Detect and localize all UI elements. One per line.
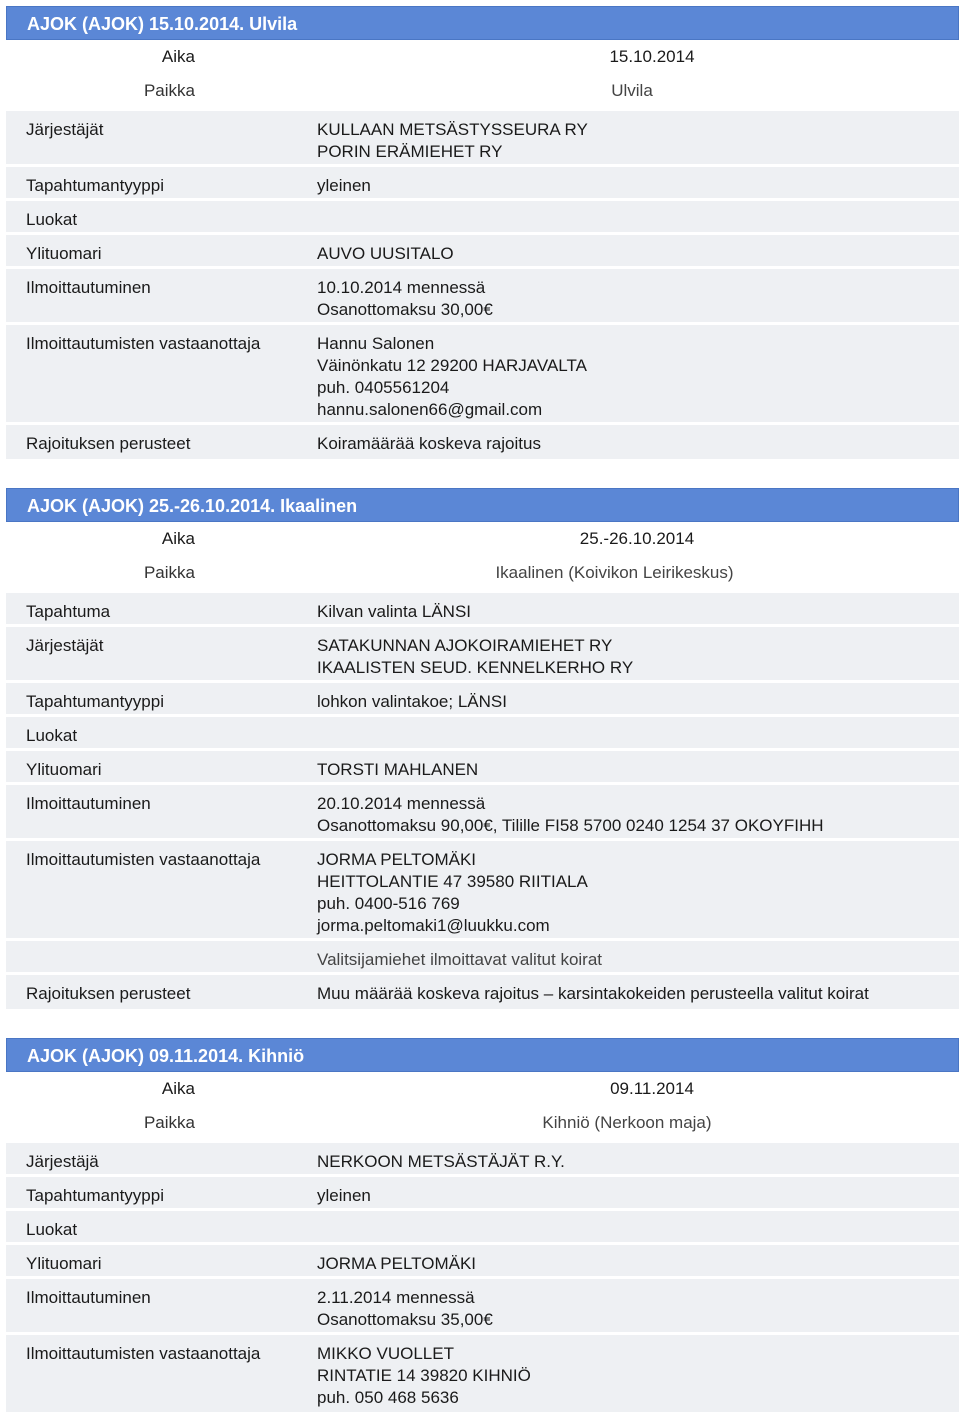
aika-label: Aika <box>161 1079 195 1098</box>
value-line: NERKOON METSÄSTÄJÄT R.Y. <box>317 1152 565 1171</box>
row-value <box>317 1151 959 1171</box>
value-line: Hannu Salonen <box>317 334 435 353</box>
event-title: AJOK (AJOK) 09.11.2014. Kihniö <box>6 1038 959 1072</box>
row-ylituomari <box>6 748 959 782</box>
value-line: MIKKO VUOLLET <box>317 1344 454 1363</box>
row-luokat <box>6 1208 959 1242</box>
aika-value: 25.-26.10.2014 <box>579 529 695 548</box>
row-label: Ilmoittautuminen <box>26 1288 151 1307</box>
value-line: Koiramäärää koskeva rajoitus <box>317 434 541 453</box>
row-value <box>317 635 959 677</box>
row-label: Ylituomari <box>26 244 102 263</box>
value-line: SATAKUNNAN AJOKOIRAMIEHET RY <box>317 636 613 655</box>
row-ylituomari <box>6 232 959 266</box>
row-ylituomari <box>6 1242 959 1276</box>
value-line: PORIN ERÄMIEHET RY <box>317 142 503 161</box>
row-label: Ilmoittautumisten vastaanottaja <box>26 334 261 353</box>
row-value <box>317 1185 959 1205</box>
row-label: Luokat <box>26 726 78 745</box>
row-jarjestajat <box>6 108 959 164</box>
row-label: Ilmoittautuminen <box>26 278 151 297</box>
row-value <box>317 277 959 319</box>
value-line: IKAALISTEN SEUD. KENNELKERHO RY <box>317 658 634 677</box>
row-value <box>317 949 959 969</box>
row-label: Tapahtumantyyppi <box>26 176 164 195</box>
row-luokat <box>6 714 959 748</box>
value-line: KULLAAN METSÄSTYSSEURA RY <box>317 120 588 139</box>
row-label: Luokat <box>26 1220 78 1239</box>
row-note <box>6 938 959 972</box>
row-ilmoittautuminen <box>6 266 959 322</box>
row-vastaanottaja <box>6 1332 959 1412</box>
value-line: Valitsijamiehet ilmoittavat valitut koirat <box>317 950 603 969</box>
row-value <box>317 333 959 419</box>
event-title: AJOK (AJOK) 15.10.2014. Ulvila <box>6 6 959 40</box>
paikka-value: Ulvila <box>611 81 653 100</box>
row-label: Ilmoittautuminen <box>26 794 151 813</box>
aika-label: Aika <box>161 47 195 66</box>
row-ilmoittautuminen <box>6 782 959 838</box>
value-line: puh. 050 468 5636 <box>317 1388 459 1407</box>
row-label: Tapahtumantyyppi <box>26 1186 164 1205</box>
row-value <box>317 175 959 195</box>
aika-row <box>6 522 959 556</box>
value-line: HEITTOLANTIE 47 39580 RIITIALA <box>317 872 588 891</box>
email-link[interactable]: hannu.salonen66@gmail.com <box>317 400 543 419</box>
value-line: 10.10.2014 mennessä <box>317 278 486 297</box>
row-label: Luokat <box>26 210 78 229</box>
aika-row <box>6 1072 959 1106</box>
paikka-label: Paikka <box>143 1113 195 1132</box>
row-value <box>317 1253 959 1273</box>
paikka-label: Paikka <box>143 81 195 100</box>
value-line: JORMA PELTOMÄKI <box>317 1254 477 1273</box>
aika-value: 09.11.2014 <box>610 1079 694 1098</box>
row-value <box>317 433 959 451</box>
row-ilmoittautuminen <box>6 1276 959 1332</box>
value-line: Muu määrää koskeva rajoitus – karsintakokeiden perusteella valitut koirat <box>317 984 869 1003</box>
row-label: Järjestäjät <box>26 120 104 139</box>
row-vastaanottaja <box>6 838 959 938</box>
row-label: Järjestäjät <box>26 636 104 655</box>
aika-label: Aika <box>161 529 195 548</box>
value-line: yleinen <box>317 1186 371 1205</box>
event-ikaalinen <box>6 488 959 1009</box>
value-line: Osanottomaksu 30,00€ <box>317 300 493 319</box>
row-value <box>317 243 959 263</box>
row-value <box>317 849 959 935</box>
aika-row <box>6 40 959 74</box>
value-line: lohkon valintakoe; LÄNSI <box>317 692 507 711</box>
value-line: AUVO UUSITALO <box>317 244 454 263</box>
row-label <box>26 949 317 964</box>
event-title: AJOK (AJOK) 25.-26.10.2014. Ikaalinen <box>6 488 959 522</box>
row-jarjestajat <box>6 624 959 680</box>
value-line: 20.10.2014 mennessä <box>317 794 486 813</box>
paikka-row <box>6 74 959 108</box>
row-value <box>317 1287 959 1329</box>
row-jarjestaja <box>6 1140 959 1174</box>
value-line: Osanottomaksu 90,00€, Tilille FI58 5700 0240 1254 37 OKOYFIHH <box>317 816 824 835</box>
value-line: puh. 0400-516 769 <box>317 894 460 913</box>
row-label: Rajoituksen perusteet <box>26 434 191 453</box>
row-value <box>317 793 959 835</box>
row-label: Ilmoittautumisten vastaanottaja <box>26 1344 261 1363</box>
paikka-row <box>6 1106 959 1140</box>
row-value <box>317 209 959 224</box>
row-luokat <box>6 198 959 232</box>
row-label: Ilmoittautumisten vastaanottaja <box>26 850 261 869</box>
row-tapahtuma <box>6 590 959 624</box>
row-tyyppi <box>6 1174 959 1208</box>
row-value <box>317 983 959 1001</box>
row-value <box>317 119 959 161</box>
row-value <box>317 1219 959 1234</box>
value-line: Väinönkatu 12 29200 HARJAVALTA <box>317 356 587 375</box>
event-ulvila <box>6 6 959 459</box>
row-label: Rajoituksen perusteet <box>26 984 191 1003</box>
row-value <box>317 759 959 779</box>
row-rajoitus <box>6 422 959 459</box>
row-vastaanottaja <box>6 322 959 422</box>
value-line: 2.11.2014 mennessä <box>317 1288 475 1307</box>
row-label: Tapahtuma <box>26 602 111 621</box>
email-link[interactable]: jorma.peltomaki1@luukku.com <box>317 916 550 935</box>
value-line: Kilvan valinta LÄNSI <box>317 602 472 621</box>
row-label: Ylituomari <box>26 760 102 779</box>
row-label: Tapahtumantyyppi <box>26 692 164 711</box>
row-value <box>317 601 959 621</box>
row-value <box>317 1343 959 1407</box>
paikka-value: Kihniö (Nerkoon maja) <box>542 1113 712 1132</box>
paikka-row <box>6 556 959 590</box>
row-label: Ylituomari <box>26 1254 102 1273</box>
value-line: RINTATIE 14 39820 KIHNIÖ <box>317 1366 531 1385</box>
row-value <box>317 691 959 711</box>
row-rajoitus <box>6 972 959 1009</box>
paikka-value: Ikaalinen (Koivikon Leirikeskus) <box>495 563 734 582</box>
value-line: JORMA PELTOMÄKI <box>317 850 477 869</box>
value-line: yleinen <box>317 176 371 195</box>
value-line: Osanottomaksu 35,00€ <box>317 1310 493 1329</box>
event-kihnio <box>6 1038 959 1412</box>
row-label: Järjestäjä <box>26 1152 99 1171</box>
row-tyyppi <box>6 164 959 198</box>
value-line: TORSTI MAHLANEN <box>317 760 479 779</box>
paikka-label: Paikka <box>143 563 195 582</box>
row-value <box>317 725 959 740</box>
aika-value: 15.10.2014 <box>609 47 695 66</box>
row-tyyppi <box>6 680 959 714</box>
value-line: puh. 0405561204 <box>317 378 450 397</box>
